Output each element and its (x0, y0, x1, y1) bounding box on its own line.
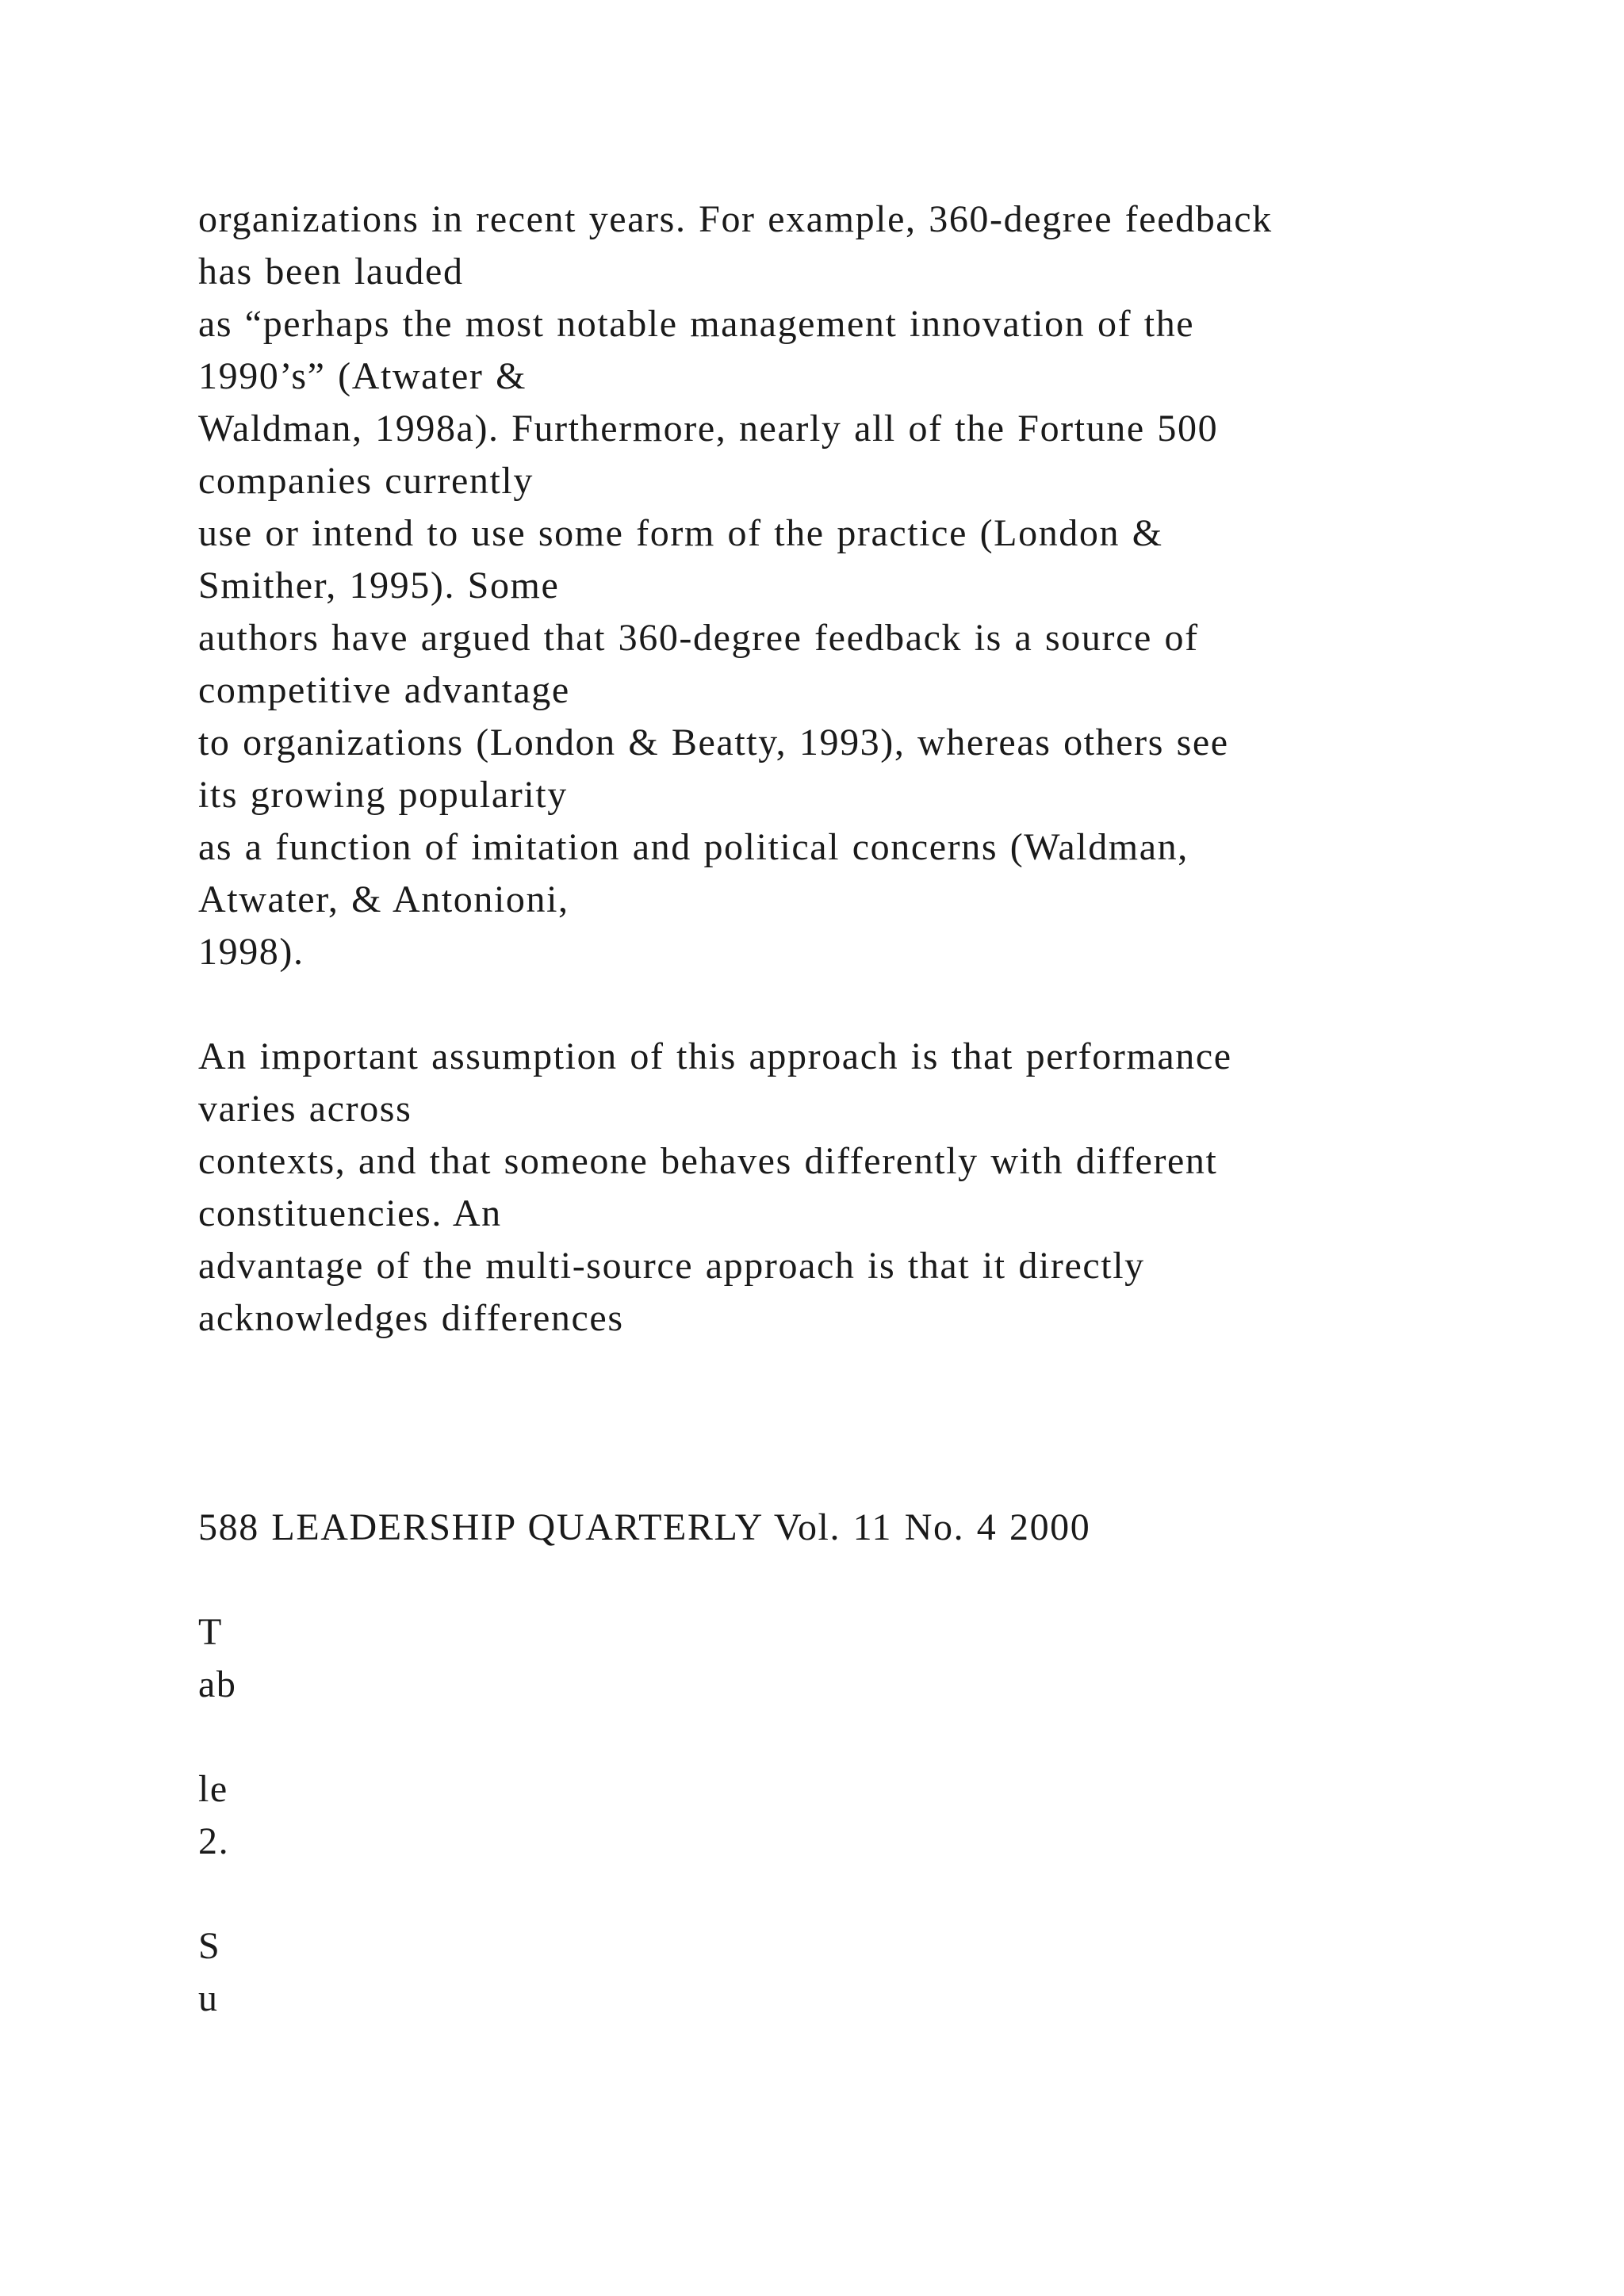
text-line: 1990’s” (Atwater & (198, 355, 527, 397)
text-fragment: ab (198, 1663, 237, 1705)
text-fragment: S (198, 1925, 221, 1967)
text-line: has been lauded (198, 251, 464, 293)
table-caption-fragments (198, 1606, 1594, 2025)
running-header: 588 LEADERSHIP QUARTERLY Vol. 11 No. 4 2000 (198, 1506, 1091, 1548)
paragraph-gap (198, 978, 1594, 1031)
text-line: as “perhaps the most notable management innovation of the (198, 303, 1195, 345)
paragraph-1 (198, 193, 1594, 978)
text-line: use or intend to use some form of the practice (London & (198, 512, 1163, 554)
document-text (198, 193, 1594, 2025)
section-gap (198, 1397, 1594, 1449)
text-line: 1998). (198, 931, 304, 973)
section-gap (198, 1449, 1594, 1502)
text-line: as a function of imitation and political concerns (Waldman, (198, 826, 1189, 868)
text-fragment: u (198, 1977, 219, 2019)
text-line: advantage of the multi-source approach is that it directly (198, 1245, 1145, 1287)
paragraph-2 (198, 1031, 1594, 1345)
text-line: competitive advantage (198, 669, 570, 711)
section-gap (198, 1554, 1594, 1606)
text-line: companies currently (198, 460, 534, 502)
text-fragment (198, 1868, 1594, 1920)
text-line: contexts, and that someone behaves differently with different (198, 1140, 1218, 1182)
text-line: An important assumption of this approach is that performance (198, 1035, 1232, 1077)
text-line: constituencies. An (198, 1192, 502, 1234)
text-fragment (198, 1711, 1594, 1763)
text-line: authors have argued that 360-degree feedback is a source of (198, 617, 1199, 659)
text-line: its growing popularity (198, 774, 568, 816)
text-line: acknowledges differences (198, 1297, 624, 1339)
text-fragment: T (198, 1611, 223, 1653)
text-fragment: 2. (198, 1820, 230, 1862)
text-line: Atwater, & Antonioni, (198, 878, 569, 920)
text-line: organizations in recent years. For example, 360-degree feedback (198, 198, 1273, 240)
text-line: varies across (198, 1088, 412, 1130)
text-line: Waldman, 1998a). Furthermore, nearly all of the Fortune 500 (198, 408, 1219, 450)
text-fragment: le (198, 1768, 228, 1810)
text-line: to organizations (London & Beatty, 1993), whereas others see (198, 721, 1229, 763)
text-line: Smither, 1995). Some (198, 564, 560, 607)
section-gap (198, 1345, 1594, 1397)
